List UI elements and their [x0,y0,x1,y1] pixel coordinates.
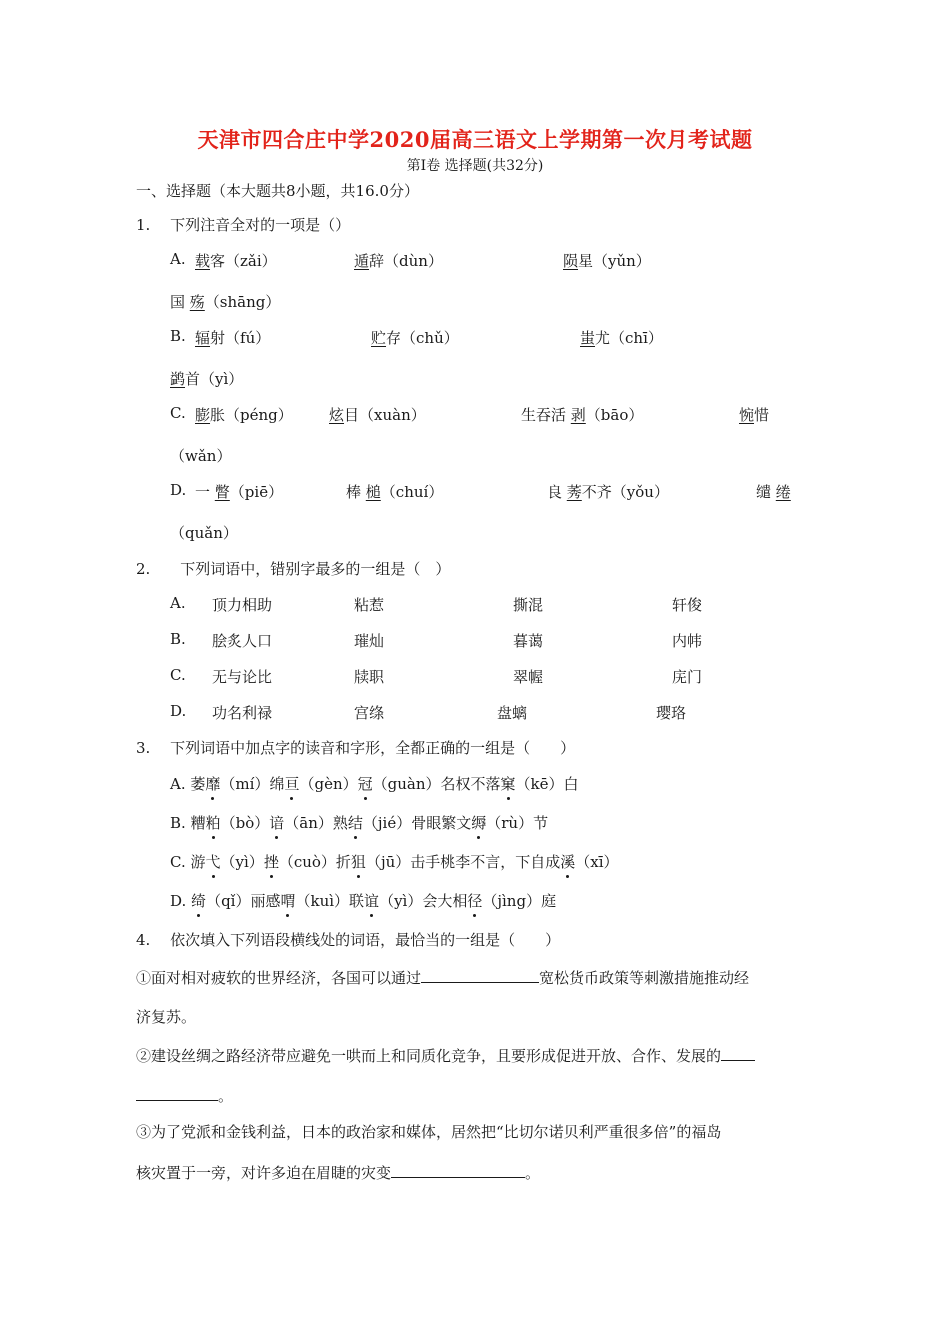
q2-c-word-1: 无与论比 [212,668,273,686]
dotted-char: 挫 [263,853,279,871]
q2-a-label: A. [170,594,186,612]
underlined-char: 槌 [365,483,381,501]
q1-b-item-4: 鹢首（yì） [170,370,244,388]
q4-sentence-3-cont: 核灾置于一旁，对许多迫在眉睫的灾变 。 [136,1161,540,1183]
underlined-char: 膨 [195,406,211,424]
q4-sentence-3: ③为了党派和金钱利益，日本的政治家和媒体，居然把“比切尔诺贝利严重很多倍”的福岛 [136,1123,722,1141]
question-4-stem: 4. 依次填入下列语段横线处的词语，最恰当的一组是（ ） [136,931,561,949]
dotted-char: 狙 [350,853,366,871]
q4-sentence-1-cont: 济复苏。 [136,1008,197,1026]
q2-a-word-4: 轩俊 [672,596,703,614]
q1-option-b-label: B. [170,327,186,345]
dotted-char: 冠 [357,775,373,793]
q1-d-item-1: 一 瞥（piē） [195,483,284,501]
underlined-char: 载 [195,252,211,270]
underlined-char: 鹢 [170,370,186,388]
q1-c-item-4: 惋惜 [739,406,770,424]
dotted-char: 靡 [205,775,221,793]
underlined-char: 莠 [566,483,582,501]
underlined-char: 绻 [775,483,791,501]
q4-sentence-2: ②建设丝绸之路经济带应避免一哄而上和同质化竞争，且要形成促进开放、合作、发展的 [136,1044,755,1066]
q2-c-word-3: 翠幄 [513,668,544,686]
section-heading: 一、选择题（本大题共8小题，共16.0分） [136,182,419,200]
q2-b-label: B. [170,630,186,648]
question-1-stem: 1. 下列注音全对的一项是（） [136,216,351,234]
q3-option-a: A. 萎靡（mí）绵亘（gèn）冠（guàn）名权不落窠（kē）白 [170,775,579,793]
q2-b-word-1: 脍炙人口 [212,632,273,650]
fill-blank-2[interactable] [721,1044,755,1061]
underlined-char: 遁 [354,252,370,270]
q2-a-word-2: 粘惹 [354,596,385,614]
q1-b-item-3: 蚩尤（chī） [580,329,663,347]
dotted-char: 谊 [364,892,380,910]
q1-a-item-2: 遁辞（dùn） [354,252,443,270]
dotted-char: 绮 [191,892,207,910]
q3-option-b: B. 糟粕（bò）谙（ān）熟结（jié）骨眼繁文缛（rù）节 [170,814,549,832]
dotted-char: 喟 [280,892,296,910]
page-subtitle: 第Ⅰ卷 选择题(共32分) [406,158,544,174]
fill-blank-1[interactable] [421,966,539,983]
q1-a-item-4: 国 殇（shāng） [170,293,281,311]
q3-option-d: D. 绮（qǐ）丽感喟（kuì）联谊（yì）会大相径（jìng）庭 [170,892,557,910]
underlined-char: 瞥 [214,483,230,501]
underlined-char: 陨 [563,252,579,270]
q2-b-word-3: 暮蔼 [513,632,544,650]
q2-d-label: D. [170,702,187,720]
q2-b-word-2: 璀灿 [354,632,385,650]
q1-c-item-3: 生吞活 剥（bāo） [521,406,644,424]
underlined-char: 炫 [329,406,345,424]
question-3-stem: 3. 下列词语中加点字的读音和字形，全都正确的一组是（ ） [136,739,576,757]
q2-c-label: C. [170,666,186,684]
fill-blank-2-continued [136,1084,218,1101]
q1-b-item-1: 辐射（fú） [195,329,271,347]
dotted-char: 谙 [269,814,285,832]
q1-option-d-label: D. [170,481,187,499]
dotted-char: 弋 [205,853,221,871]
q1-a-item-3: 陨星（yǔn） [563,252,651,270]
q2-c-word-4: 庑门 [672,668,703,686]
q1-d-item-4-continued: （quǎn） [170,524,238,542]
page-title: 天津市四合庄中学2020届高三语文上学期第一次月考试题 [197,127,753,152]
q1-c-item-1: 膨胀（péng） [195,406,293,424]
dotted-char: 结 [347,814,363,832]
q1-d-item-2: 棒 槌（chuí） [346,483,444,501]
q4-sentence-1: ①面对相对疲软的世界经济，各国可以通过 宽松货币政策等刺激措施推动经 [136,966,749,988]
dotted-char: 粕 [205,814,221,832]
underlined-char: 剥 [570,406,586,424]
question-2-stem: 2. 下列词语中，错别字最多的一组是（ ） [136,560,451,578]
dotted-char: 径 [467,892,483,910]
underlined-char: 贮 [371,329,387,347]
q1-a-item-1: 载客（zǎi） [195,252,277,270]
q1-option-c-label: C. [170,404,186,422]
q3-option-c: C. 游弋（yì）挫（cuò）折狙（jū）击手桃李不言，下自成溪（xī） [170,853,619,871]
fill-blank-3[interactable] [391,1161,525,1178]
q2-d-word-4: 璎珞 [656,704,687,722]
underlined-char: 惋 [739,406,755,424]
q2-d-word-1: 功名利禄 [212,704,273,722]
q1-c-item-2: 炫目（xuàn） [329,406,426,424]
q2-c-word-2: 牍职 [354,668,385,686]
q4-sentence-2-cont: 。 [136,1084,233,1106]
q2-d-word-2: 宫绦 [354,704,385,722]
dotted-char: 窠 [500,775,516,793]
underlined-char: 辐 [195,329,211,347]
q1-d-item-3: 良 莠不齐（yǒu） [547,483,669,501]
q1-option-a-label: A. [170,250,186,268]
q2-a-word-1: 顶力相助 [212,596,273,614]
dotted-char: 亘 [284,775,300,793]
q1-c-item-4-continued: （wǎn） [170,447,232,465]
q2-d-word-3: 盘螭 [497,704,528,722]
q1-d-item-4: 缱 绻 [756,483,791,501]
underlined-char: 殇 [189,293,205,311]
dotted-char: 溪 [560,853,576,871]
q2-b-word-4: 内帏 [672,632,703,650]
q2-a-word-3: 撕混 [513,596,544,614]
underlined-char: 蚩 [580,329,596,347]
dotted-char: 缛 [471,814,487,832]
q1-b-item-2: 贮存（chǔ） [371,329,459,347]
